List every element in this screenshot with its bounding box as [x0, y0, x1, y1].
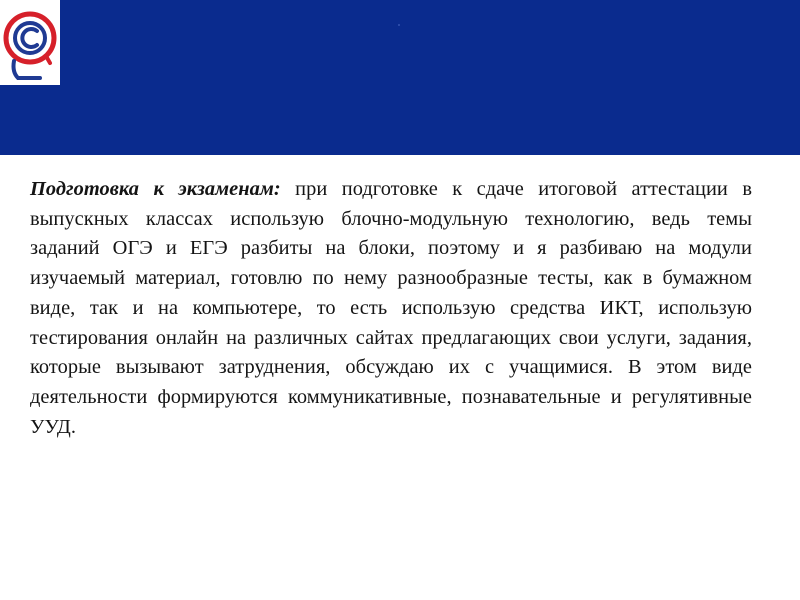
paragraph-body: при подготовке к сдаче итоговой аттестации в выпускных классах использую блочно-модульную технологию, ведь темы заданий ОГЭ и ЕГЭ разбиты на блоки, поэтому и я разбиваю на модули изучаемый материал, готовлю по нему разнообразные тесты, как в бумажном виде, так и на компьютере, то есть использую средства ИКТ, использую тестирования онлайн на различных сайтах предлагающих свои услуги, задания, которые вызывают затруднения, обсуждаю их с учащимися. В этом виде деятельности формируются коммуникативные, познавательные и регулятивные УУД.: [30, 178, 752, 438]
header-band: [0, 0, 800, 155]
paragraph-lead: Подготовка к экзаменам:: [30, 178, 281, 200]
main-paragraph: [30, 175, 752, 442]
header-dot: [398, 24, 400, 26]
circled-c-logo-icon: [0, 0, 60, 85]
logo: [0, 0, 60, 85]
